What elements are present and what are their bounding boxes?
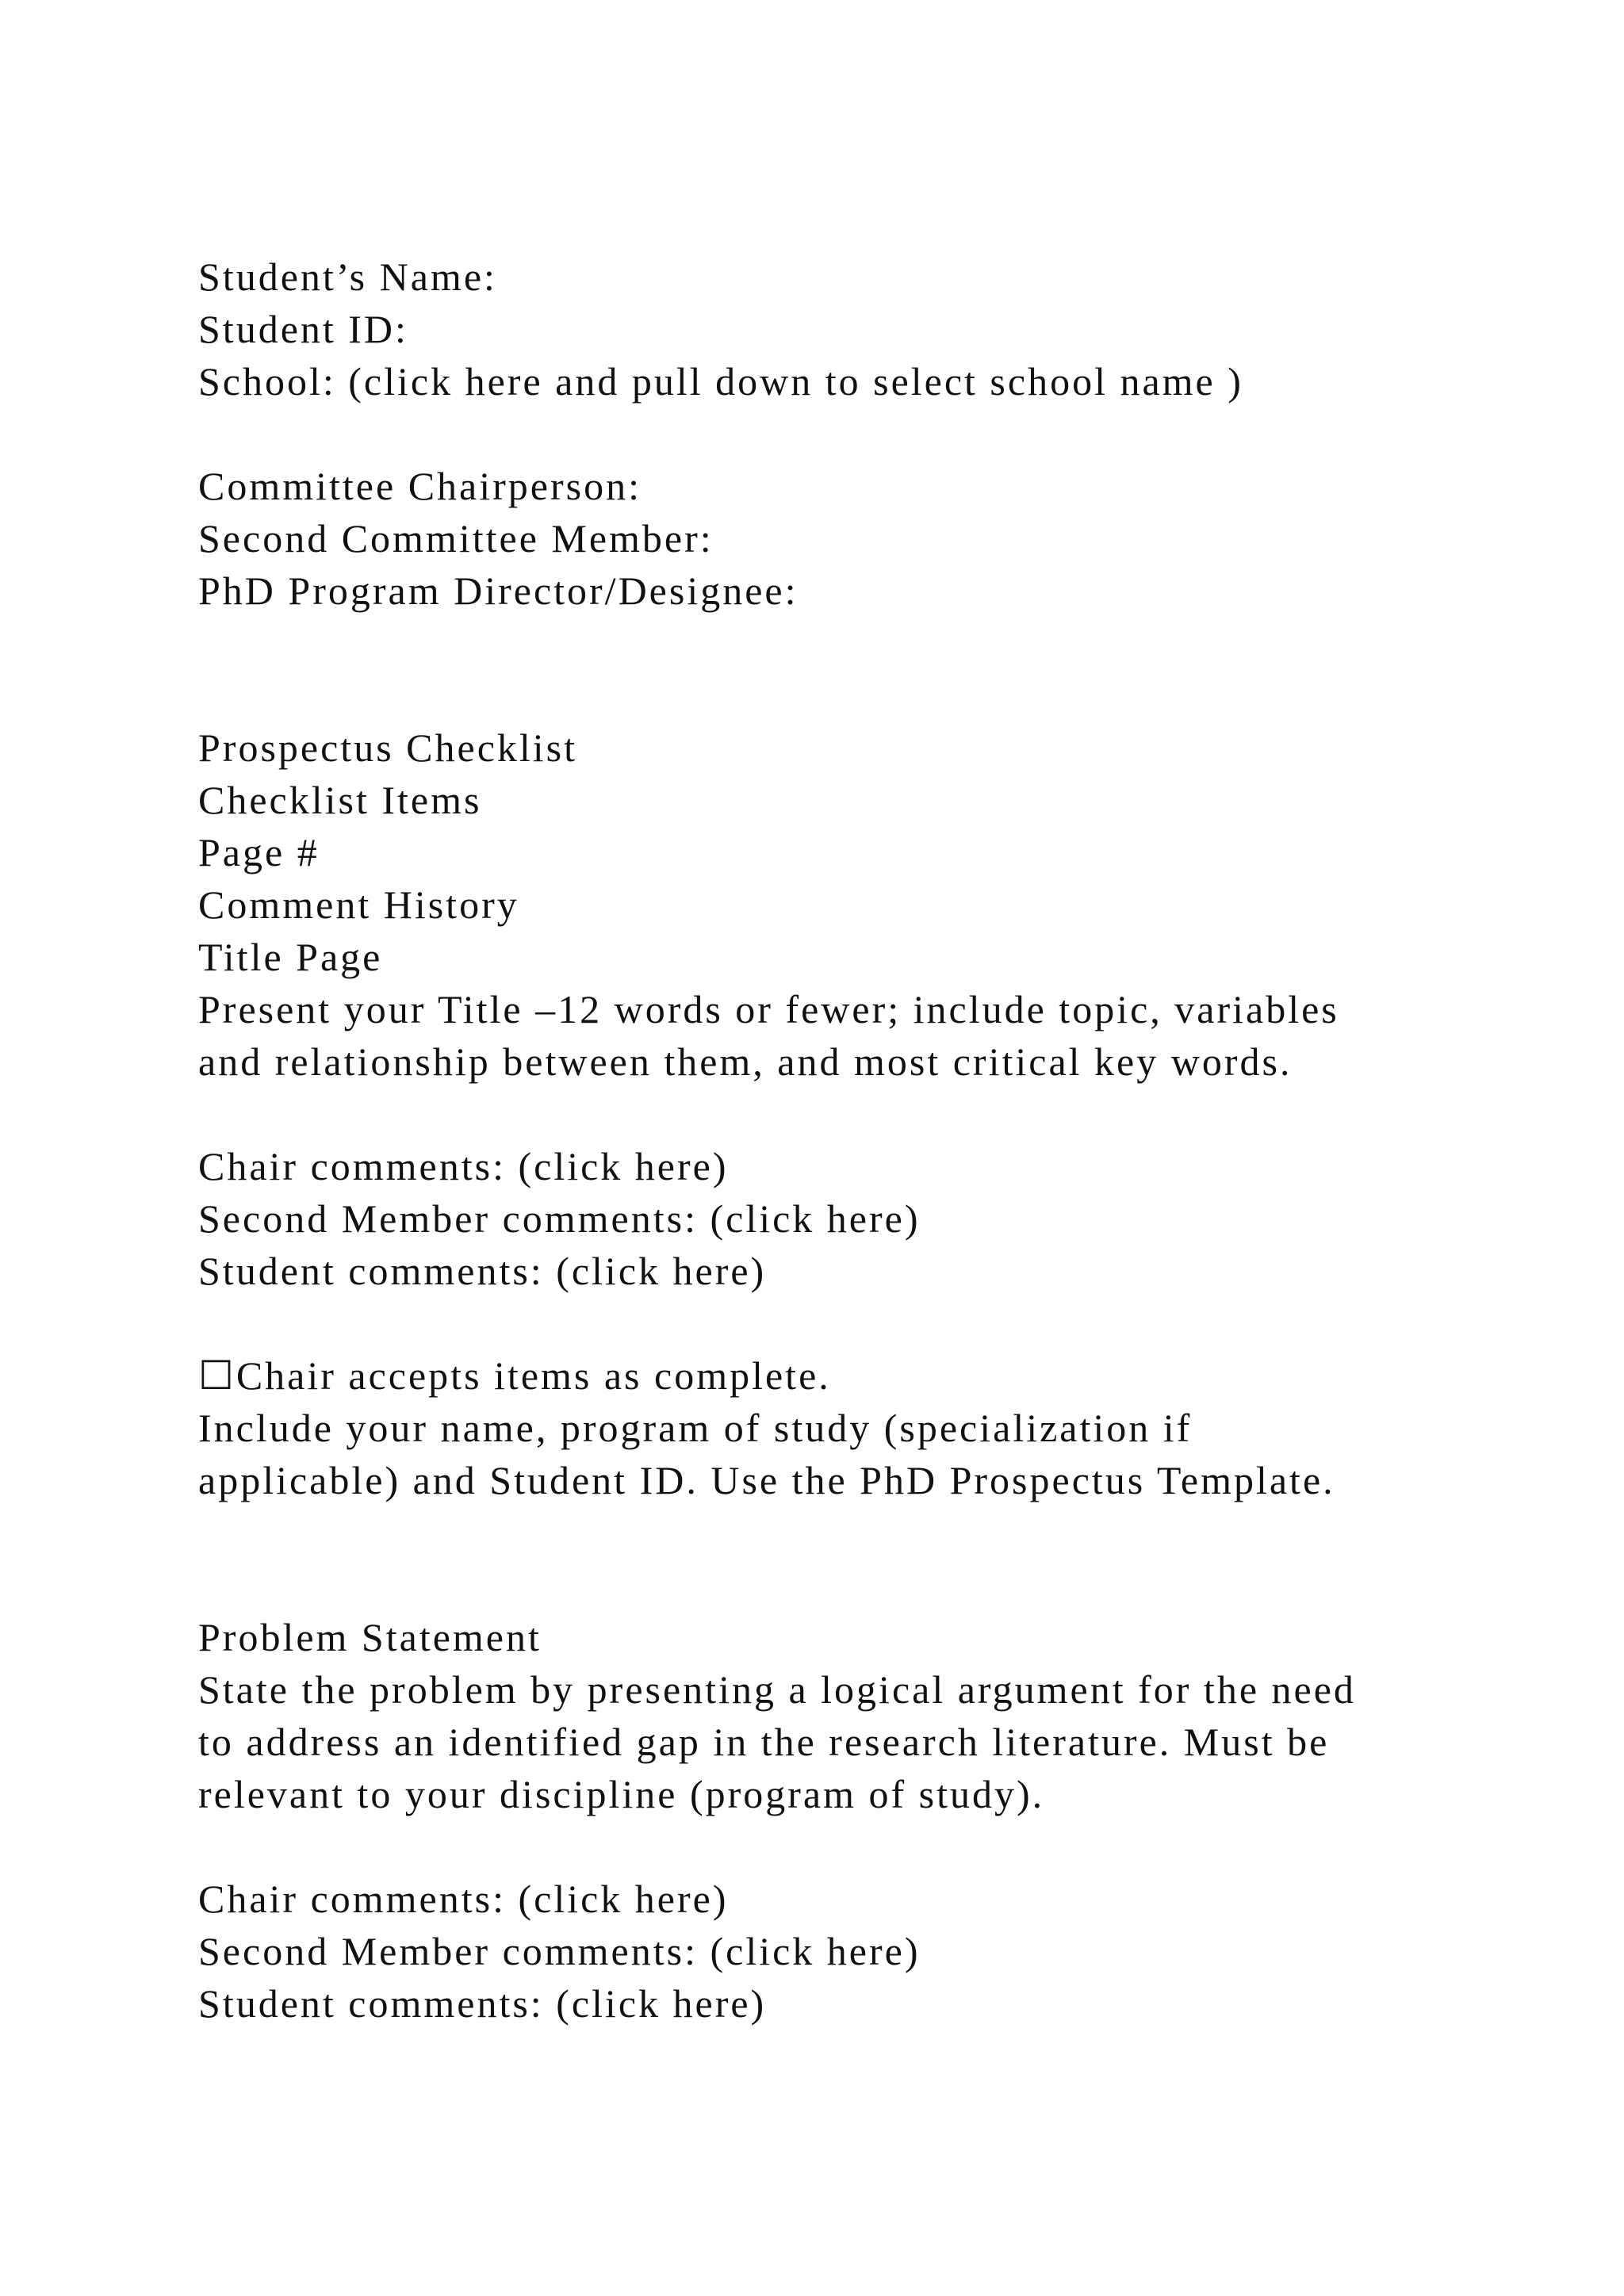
document-page <box>198 251 1546 2030</box>
chair-accepts-label: Chair accepts items as complete. <box>236 1353 831 1398</box>
title-page-description-line: Present your Title –12 words or fewer; include topic, variables <box>198 987 1339 1031</box>
second-committee-member-label: Second Committee Member: <box>198 516 714 561</box>
page-number-header: Page # <box>198 830 320 874</box>
chair-comments-field[interactable]: Chair comments: (click here) <box>198 1144 729 1188</box>
title-page-include-line: Include your name, program of study (specialization if <box>198 1406 1193 1450</box>
title-page-include-line: applicable) and Student ID. Use the PhD Prospectus Template. <box>198 1458 1335 1502</box>
student-name-label: Student’s Name: <box>198 254 497 299</box>
checklist-title: Prospectus Checklist <box>198 725 578 770</box>
school-select[interactable]: School: (click here and pull down to select school name ) <box>198 359 1243 404</box>
student-comments-field[interactable]: Student comments: (click here) <box>198 1981 767 2026</box>
title-page-description-line: and relationship between them, and most critical key words. <box>198 1039 1293 1084</box>
problem-statement-description-line: State the problem by presenting a logical argument for the need <box>198 1667 1356 1712</box>
problem-statement-heading: Problem Statement <box>198 1615 542 1659</box>
second-member-comments-field[interactable]: Second Member comments: (click here) <box>198 1196 921 1241</box>
chair-accepts-row <box>198 1349 1546 1402</box>
second-member-comments-field[interactable]: Second Member comments: (click here) <box>198 1929 921 1973</box>
problem-statement-description-line: to address an identified gap in the research literature. Must be <box>198 1720 1330 1764</box>
committee-chairperson-label: Committee Chairperson: <box>198 464 642 508</box>
student-id-label: Student ID: <box>198 307 408 351</box>
problem-statement-description-line: relevant to your discipline (program of study). <box>198 1772 1045 1816</box>
chair-comments-field[interactable]: Chair comments: (click here) <box>198 1877 729 1921</box>
chair-accepts-checkbox[interactable]: ☐ <box>198 1353 236 1398</box>
program-director-label: PhD Program Director/Designee: <box>198 568 799 613</box>
title-page-heading: Title Page <box>198 935 383 979</box>
comment-history-header: Comment History <box>198 882 519 927</box>
checklist-items-header: Checklist Items <box>198 778 482 822</box>
student-comments-field[interactable]: Student comments: (click here) <box>198 1249 767 1293</box>
